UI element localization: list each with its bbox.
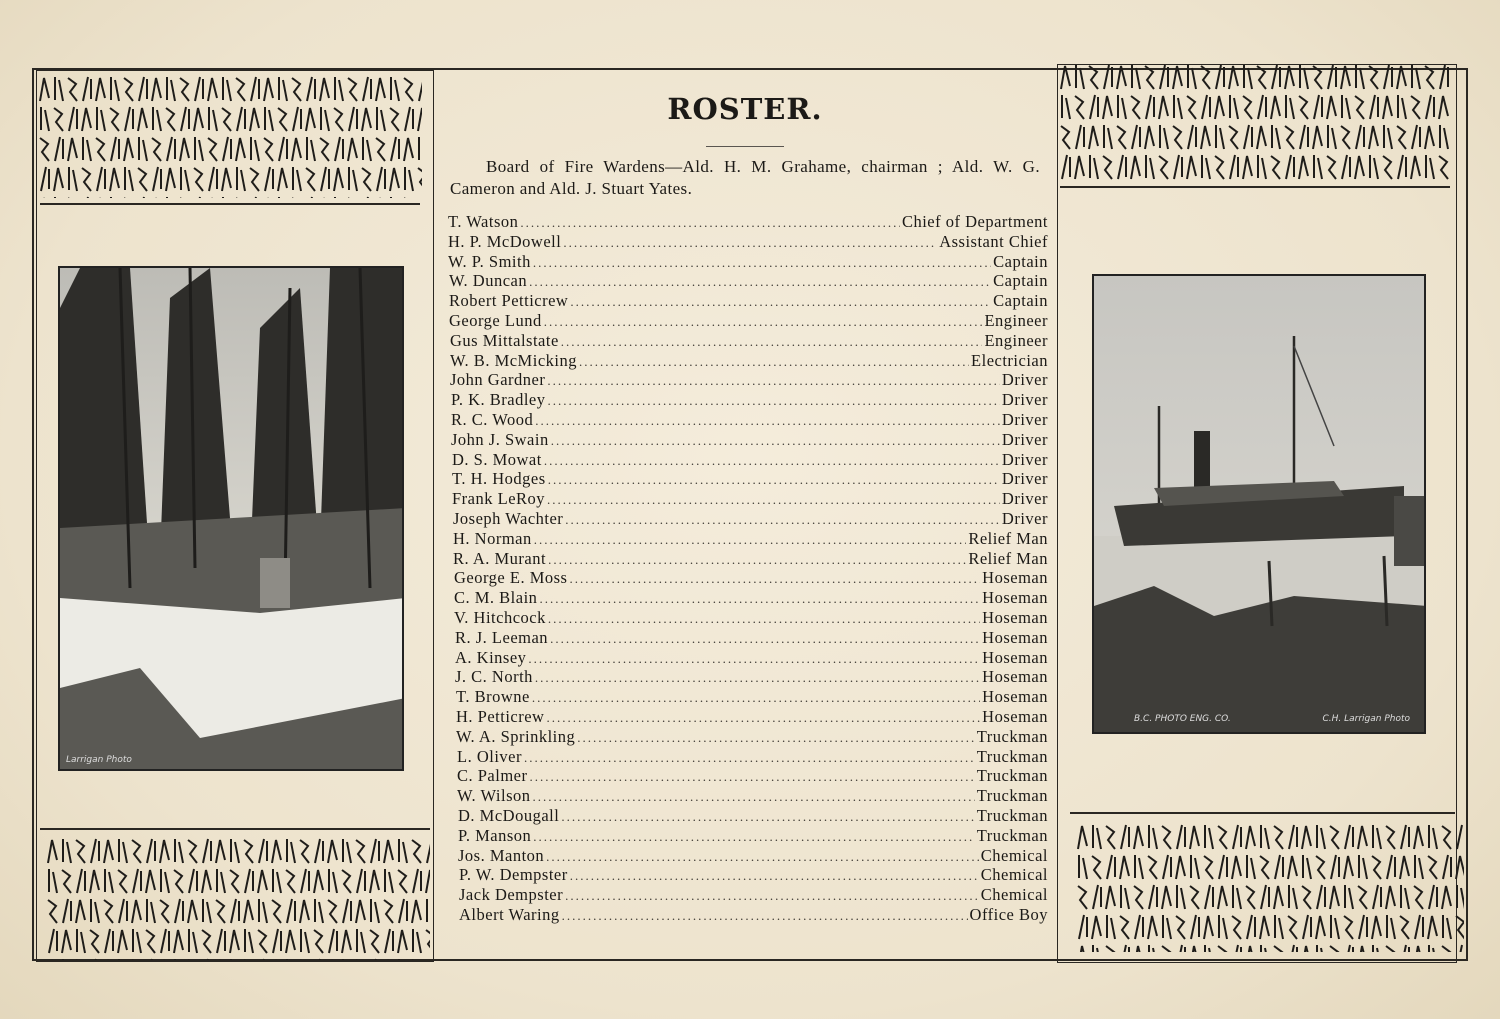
roster-role: Electrician [971,350,1048,370]
roster-entry [448,311,1048,331]
leader-dots [535,668,980,688]
roster-name: W. P. Smith [448,251,531,271]
roster-name: W. Wilson [457,786,531,806]
leader-dots [561,807,974,827]
roster-role: Driver [1001,508,1048,528]
leader-dots [530,767,975,787]
photo-credit: Larrigan Photo [66,755,132,765]
roster-entry [448,786,1048,806]
roster-role: Truckman [976,805,1048,825]
roster-role: Captain [993,291,1048,311]
roster-entry [448,430,1048,450]
roster-name: W. Duncan [449,271,528,291]
leader-dots [534,530,967,550]
roster-role: Truckman [976,726,1048,746]
leader-dots [561,332,983,352]
roster-entry [448,628,1048,648]
leader-dots [544,451,1000,471]
leader-dots [579,352,969,372]
roster-role: Truckman [976,786,1048,806]
roster-entry [448,271,1048,291]
leader-dots [547,490,1000,510]
roster-name: R. C. Wood [451,409,534,429]
roster-entry [448,667,1048,687]
leader-dots [546,847,979,867]
ornament-pattern [1059,62,1449,182]
leader-dots [544,312,983,332]
roster-role: Chemical [980,865,1048,885]
roster-name: P. K. Bradley [451,390,546,410]
leader-dots [533,787,975,807]
leader-dots [551,431,1000,451]
leader-dots [548,470,1000,490]
roster-role: Driver [1001,469,1048,489]
roster-entry [448,370,1048,390]
ornament-rule [40,828,430,830]
leader-dots [547,371,1000,391]
roster-role: Driver [1001,489,1048,509]
ornament-rule [1070,812,1455,814]
ornament-pattern [46,836,430,960]
roster-name: W. B. McMicking [450,350,577,370]
leader-dots [533,827,975,847]
roster-name: T. Watson [448,212,519,231]
roster-role: Driver [1001,449,1048,469]
roster-role: Hoseman [982,647,1048,667]
ornament-rule [1060,186,1450,188]
roster-name: L. Oliver [457,746,522,766]
roster-entry [448,291,1048,311]
roster-name: H. Petticrew [456,706,545,726]
roster-entry [448,687,1048,707]
roster-name: P. W. Dempster [459,865,568,885]
roster-role: Truckman [976,746,1048,766]
roster-entry [448,469,1048,489]
ornament-pattern [38,74,422,198]
roster-list [448,212,1048,925]
roster-entry [448,846,1048,866]
roster-name: C. Palmer [457,766,528,786]
roster-name: C. M. Blain [454,588,538,608]
roster-role: Chief of Department [901,212,1048,231]
roster-role: Truckman [976,766,1048,786]
leader-dots [569,569,980,589]
leader-dots [565,886,979,906]
roster-entry [448,252,1048,272]
roster-name: George E. Moss [454,568,568,588]
roster-entry [448,212,1048,232]
leader-dots [529,272,991,292]
roster-role: Relief Man [968,528,1048,548]
roster-entry [448,885,1048,905]
roster-role: Chemical [980,885,1048,905]
roster-entry [448,390,1048,410]
roster-entry [448,588,1048,608]
roster-role: Captain [993,271,1048,291]
leader-dots [524,748,975,768]
ornament-top-left [38,74,422,198]
leader-dots [520,213,900,233]
page-title: ROSTER. [667,92,823,126]
roster-role: Office Boy [969,904,1048,924]
leader-dots [577,728,975,748]
leader-dots [563,233,937,253]
roster-entry [448,766,1048,786]
leader-dots [528,649,980,669]
roster-entry [448,608,1048,628]
roster-role: Driver [1001,409,1048,429]
roster-role: Driver [1001,390,1048,410]
photo-credit: B.C. PHOTO ENG. CO. [1134,714,1231,724]
roster-entry [448,865,1048,885]
roster-role: Driver [1001,429,1048,449]
roster-name: W. A. Sprinkling [456,726,576,746]
roster-entry [448,549,1048,569]
roster-name: P. Manson [458,825,532,845]
roster-role: Hoseman [982,607,1048,627]
roster-role: Driver [1001,370,1048,390]
roster-entry [448,232,1048,252]
roster-name: D. S. Mowat [452,449,542,469]
roster-entry [448,351,1048,371]
leader-dots [548,609,980,629]
roster-entry [448,826,1048,846]
leader-dots [533,253,991,273]
roster-name: R. J. Leeman [455,627,549,647]
roster-role: Chemical [980,845,1048,865]
forest-photo [58,266,404,771]
roster-role: Hoseman [982,627,1048,647]
roster-role: Captain [993,251,1048,271]
ornament-bottom-left [46,836,430,960]
roster-name: Albert Waring [459,904,560,924]
steamship-photo [1092,274,1426,734]
roster-role: Engineer [984,330,1048,350]
roster-role: Relief Man [968,548,1048,568]
roster-role: Hoseman [982,667,1048,687]
roster-name: George Lund [449,310,542,330]
roster-name: Robert Petticrew [449,291,569,311]
roster-role: Truckman [976,825,1048,845]
roster-role: Hoseman [982,687,1048,707]
leader-dots [546,708,980,728]
leader-dots [570,292,991,312]
leader-dots [550,629,980,649]
photo-credit: C.H. Larrigan Photo [1322,714,1410,724]
roster-name: R. A. Murant [453,548,547,568]
roster-name: H. P. McDowell [448,231,562,251]
roster-name: John J. Swain [451,429,549,449]
roster-role: Assistant Chief [939,231,1048,251]
leader-dots [532,688,980,708]
roster-entry [448,410,1048,430]
roster-entry [448,747,1048,767]
roster-entry [448,806,1048,826]
title-underline [706,146,784,147]
leader-dots [548,550,966,570]
leader-dots [539,589,980,609]
ornament-pattern [1076,822,1464,952]
leader-dots [570,866,979,886]
roster-name: Gus Mittalstate [450,330,559,350]
ornament-rule [40,203,420,205]
roster-name: John Gardner [450,370,546,390]
roster-entry [448,450,1048,470]
leader-dots [565,510,1000,530]
roster-entry [448,905,1048,925]
roster-name: T. Browne [456,687,530,707]
ornament-bottom-right [1076,822,1464,952]
roster-name: Jos. Manton [458,845,545,865]
roster-entry [448,489,1048,509]
roster-name: V. Hitchcock [454,607,546,627]
roster-entry [448,648,1048,668]
roster-entry [448,707,1048,727]
roster-name: A. Kinsey [455,647,527,667]
roster-role: Engineer [984,310,1048,330]
leader-dots [548,391,1000,411]
roster-role: Hoseman [982,588,1048,608]
leader-dots [535,411,1000,431]
roster-name: T. H. Hodges [452,469,546,489]
roster-entry [448,331,1048,351]
roster-role: Hoseman [982,568,1048,588]
roster-role: Hoseman [982,706,1048,726]
roster-name: H. Norman [453,528,532,548]
board-of-fire-wardens: Board of Fire Wardens—Ald. H. M. Grahame, chairman ; Ald. W. G. Cameron and Ald. J. Stuart Yates. [450,157,1040,198]
roster-entry [448,568,1048,588]
roster-name: Jack Dempster [459,885,564,905]
roster-name: Joseph Wachter [453,508,564,528]
roster-entry [448,727,1048,747]
roster-entry [448,509,1048,529]
roster-name: D. McDougall [458,805,560,825]
roster-name: Frank LeRoy [452,489,546,509]
ornament-top-right [1059,62,1449,182]
leader-dots [562,906,968,926]
roster-entry [448,529,1048,549]
roster-name: J. C. North [455,667,533,687]
